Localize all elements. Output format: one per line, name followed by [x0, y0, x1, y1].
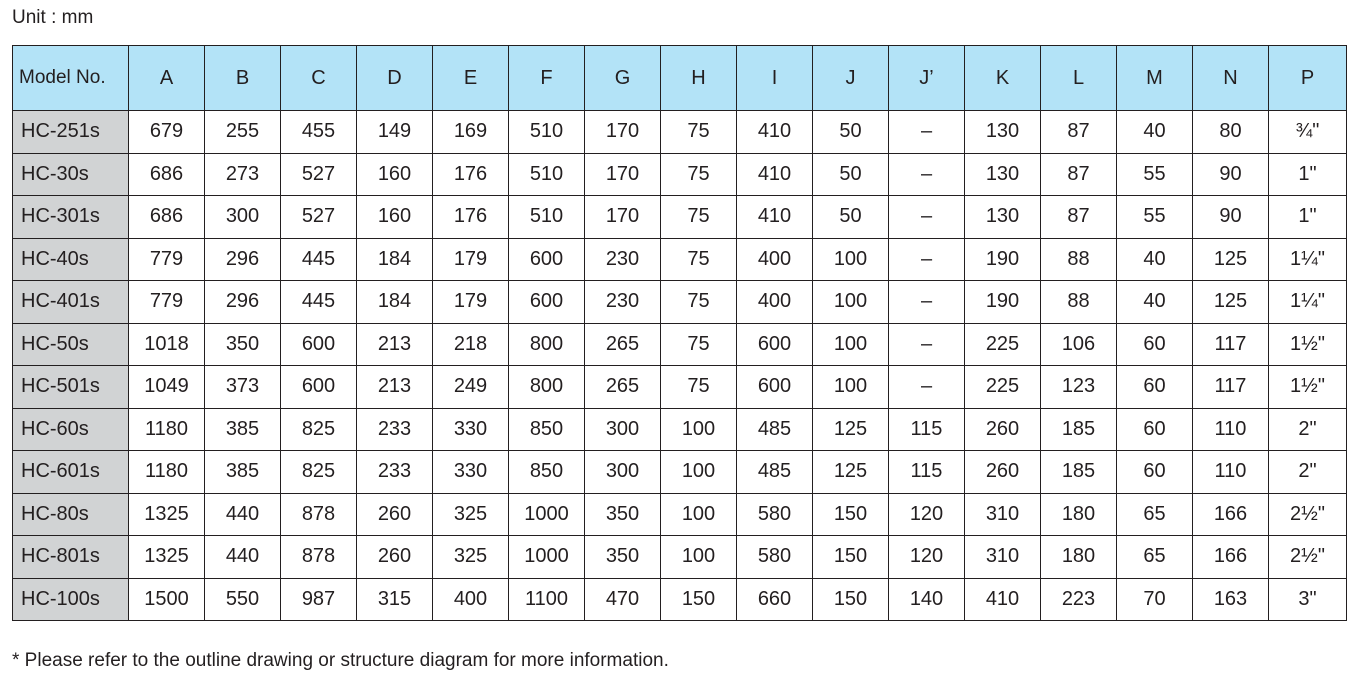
value-cell: 260 — [357, 536, 433, 579]
value-cell: 184 — [357, 281, 433, 324]
table-row — [13, 366, 1347, 409]
value-cell: 100 — [813, 238, 889, 281]
value-cell: 310 — [965, 493, 1041, 536]
value-cell: 1000 — [509, 536, 585, 579]
header-col-2: B — [205, 46, 281, 111]
value-cell: 310 — [965, 536, 1041, 579]
value-cell: 600 — [737, 323, 813, 366]
value-cell: 1000 — [509, 493, 585, 536]
value-cell: 65 — [1117, 536, 1193, 579]
value-cell: 330 — [433, 408, 509, 451]
value-cell: 70 — [1117, 578, 1193, 621]
value-cell: 160 — [357, 153, 433, 196]
value-cell: 2½" — [1269, 493, 1347, 536]
value-cell: 455 — [281, 111, 357, 154]
value-cell: 600 — [509, 281, 585, 324]
value-cell: 115 — [889, 408, 965, 451]
value-cell: 350 — [585, 536, 661, 579]
header-col-8: H — [661, 46, 737, 111]
value-cell: 2½" — [1269, 536, 1347, 579]
value-cell: 100 — [813, 281, 889, 324]
value-cell: 190 — [965, 238, 1041, 281]
value-cell: 325 — [433, 493, 509, 536]
value-cell: 60 — [1117, 323, 1193, 366]
value-cell: 120 — [889, 493, 965, 536]
value-cell: 260 — [965, 451, 1041, 494]
value-cell: 273 — [205, 153, 281, 196]
value-cell: 160 — [357, 196, 433, 239]
value-cell: 150 — [661, 578, 737, 621]
value-cell: 100 — [661, 408, 737, 451]
value-cell: 1049 — [129, 366, 205, 409]
footnote: * Please refer to the outline drawing or structure diagram for more information. — [12, 650, 669, 671]
header-col-12: K — [965, 46, 1041, 111]
value-cell: 110 — [1193, 408, 1269, 451]
value-cell: 260 — [965, 408, 1041, 451]
value-cell: 170 — [585, 196, 661, 239]
value-cell: – — [889, 281, 965, 324]
value-cell: 350 — [585, 493, 661, 536]
value-cell: 100 — [813, 323, 889, 366]
value-cell: 223 — [1041, 578, 1117, 621]
value-cell: 55 — [1117, 153, 1193, 196]
value-cell: 410 — [737, 153, 813, 196]
value-cell: – — [889, 153, 965, 196]
value-cell: 117 — [1193, 323, 1269, 366]
value-cell: 233 — [357, 408, 433, 451]
value-cell: 100 — [661, 536, 737, 579]
value-cell: 600 — [509, 238, 585, 281]
value-cell: 180 — [1041, 536, 1117, 579]
value-cell: 225 — [965, 366, 1041, 409]
value-cell: 1" — [1269, 153, 1347, 196]
value-cell: 179 — [433, 281, 509, 324]
value-cell: 1" — [1269, 196, 1347, 239]
value-cell: 600 — [281, 366, 357, 409]
value-cell: 150 — [813, 536, 889, 579]
value-cell: – — [889, 111, 965, 154]
value-cell: 600 — [281, 323, 357, 366]
value-cell: – — [889, 366, 965, 409]
value-cell: 385 — [205, 408, 281, 451]
value-cell: 686 — [129, 196, 205, 239]
value-cell: 75 — [661, 366, 737, 409]
value-cell: 184 — [357, 238, 433, 281]
value-cell: 440 — [205, 536, 281, 579]
value-cell: 1500 — [129, 578, 205, 621]
table-row — [13, 578, 1347, 621]
value-cell: 50 — [813, 153, 889, 196]
value-cell: 779 — [129, 238, 205, 281]
value-cell: 125 — [1193, 281, 1269, 324]
value-cell: 249 — [433, 366, 509, 409]
value-cell: 60 — [1117, 408, 1193, 451]
value-cell: 55 — [1117, 196, 1193, 239]
model-cell: HC-251s — [13, 111, 129, 154]
header-col-6: F — [509, 46, 585, 111]
value-cell: 1100 — [509, 578, 585, 621]
header-col-9: I — [737, 46, 813, 111]
table-row — [13, 323, 1347, 366]
value-cell: 1½" — [1269, 323, 1347, 366]
value-cell: 185 — [1041, 451, 1117, 494]
model-cell: HC-501s — [13, 366, 129, 409]
value-cell: 445 — [281, 238, 357, 281]
table-row — [13, 493, 1347, 536]
value-cell: 75 — [661, 196, 737, 239]
value-cell: 580 — [737, 536, 813, 579]
value-cell: 2" — [1269, 451, 1347, 494]
value-cell: 2" — [1269, 408, 1347, 451]
value-cell: 230 — [585, 281, 661, 324]
value-cell: 350 — [205, 323, 281, 366]
value-cell: 185 — [1041, 408, 1117, 451]
model-cell: HC-50s — [13, 323, 129, 366]
value-cell: 385 — [205, 451, 281, 494]
model-cell: HC-100s — [13, 578, 129, 621]
value-cell: 400 — [433, 578, 509, 621]
value-cell: 550 — [205, 578, 281, 621]
value-cell: 440 — [205, 493, 281, 536]
value-cell: 1325 — [129, 536, 205, 579]
value-cell: 3" — [1269, 578, 1347, 621]
value-cell: 106 — [1041, 323, 1117, 366]
value-cell: 580 — [737, 493, 813, 536]
value-cell: 213 — [357, 323, 433, 366]
value-cell: 878 — [281, 536, 357, 579]
value-cell: 50 — [813, 111, 889, 154]
value-cell: 166 — [1193, 536, 1269, 579]
value-cell: 180 — [1041, 493, 1117, 536]
header-col-7: G — [585, 46, 661, 111]
value-cell: 87 — [1041, 111, 1117, 154]
table-row — [13, 536, 1347, 579]
value-cell: 75 — [661, 281, 737, 324]
header-col-10: J — [813, 46, 889, 111]
table-row — [13, 238, 1347, 281]
value-cell: 100 — [661, 493, 737, 536]
value-cell: 100 — [661, 451, 737, 494]
value-cell: 123 — [1041, 366, 1117, 409]
value-cell: 90 — [1193, 196, 1269, 239]
value-cell: 170 — [585, 153, 661, 196]
value-cell: 50 — [813, 196, 889, 239]
value-cell: 75 — [661, 153, 737, 196]
model-cell: HC-40s — [13, 238, 129, 281]
value-cell: 315 — [357, 578, 433, 621]
header-col-14: M — [1117, 46, 1193, 111]
value-cell: 125 — [813, 408, 889, 451]
value-cell: 170 — [585, 111, 661, 154]
value-cell: 510 — [509, 153, 585, 196]
value-cell: 60 — [1117, 366, 1193, 409]
value-cell: 130 — [965, 111, 1041, 154]
value-cell: 510 — [509, 111, 585, 154]
value-cell: 130 — [965, 196, 1041, 239]
value-cell: 40 — [1117, 281, 1193, 324]
header-col-1: A — [129, 46, 205, 111]
value-cell: 75 — [661, 111, 737, 154]
header-row — [13, 46, 1347, 111]
unit-label: Unit : mm — [12, 7, 94, 28]
value-cell: 850 — [509, 451, 585, 494]
value-cell: 190 — [965, 281, 1041, 324]
value-cell: 987 — [281, 578, 357, 621]
value-cell: 149 — [357, 111, 433, 154]
value-cell: 65 — [1117, 493, 1193, 536]
value-cell: 1018 — [129, 323, 205, 366]
value-cell: 296 — [205, 281, 281, 324]
value-cell: 470 — [585, 578, 661, 621]
value-cell: 40 — [1117, 238, 1193, 281]
spec-table — [12, 45, 1347, 621]
value-cell: 87 — [1041, 153, 1117, 196]
value-cell: 800 — [509, 366, 585, 409]
value-cell: 300 — [205, 196, 281, 239]
value-cell: 878 — [281, 493, 357, 536]
value-cell: 75 — [661, 238, 737, 281]
value-cell: 1¼" — [1269, 238, 1347, 281]
value-cell: 850 — [509, 408, 585, 451]
value-cell: 660 — [737, 578, 813, 621]
value-cell: 80 — [1193, 111, 1269, 154]
value-cell: 600 — [737, 366, 813, 409]
value-cell: – — [889, 238, 965, 281]
table-row — [13, 111, 1347, 154]
model-cell: HC-301s — [13, 196, 129, 239]
model-cell: HC-401s — [13, 281, 129, 324]
value-cell: 117 — [1193, 366, 1269, 409]
value-cell: 88 — [1041, 281, 1117, 324]
value-cell: 800 — [509, 323, 585, 366]
value-cell: 400 — [737, 281, 813, 324]
table-body — [13, 111, 1347, 621]
value-cell: 150 — [813, 493, 889, 536]
value-cell: 88 — [1041, 238, 1117, 281]
value-cell: 410 — [737, 196, 813, 239]
value-cell: 163 — [1193, 578, 1269, 621]
value-cell: 825 — [281, 408, 357, 451]
table-row — [13, 451, 1347, 494]
value-cell: 213 — [357, 366, 433, 409]
value-cell: 260 — [357, 493, 433, 536]
value-cell: 40 — [1117, 111, 1193, 154]
value-cell: 1325 — [129, 493, 205, 536]
value-cell: 485 — [737, 408, 813, 451]
value-cell: 169 — [433, 111, 509, 154]
value-cell: 779 — [129, 281, 205, 324]
model-cell: HC-601s — [13, 451, 129, 494]
value-cell: 300 — [585, 408, 661, 451]
header-col-16: P — [1269, 46, 1347, 111]
value-cell: 176 — [433, 196, 509, 239]
header-model-no: Model No. — [13, 46, 129, 111]
value-cell: 1180 — [129, 451, 205, 494]
value-cell: 265 — [585, 366, 661, 409]
header-col-5: E — [433, 46, 509, 111]
model-cell: HC-30s — [13, 153, 129, 196]
header-col-11: J’ — [889, 46, 965, 111]
value-cell: 1180 — [129, 408, 205, 451]
value-cell: 120 — [889, 536, 965, 579]
value-cell: 400 — [737, 238, 813, 281]
value-cell: 686 — [129, 153, 205, 196]
value-cell: 527 — [281, 196, 357, 239]
value-cell: 115 — [889, 451, 965, 494]
value-cell: 330 — [433, 451, 509, 494]
value-cell: 1¼" — [1269, 281, 1347, 324]
value-cell: 60 — [1117, 451, 1193, 494]
model-cell: HC-801s — [13, 536, 129, 579]
model-cell: HC-60s — [13, 408, 129, 451]
value-cell: ¾" — [1269, 111, 1347, 154]
value-cell: 110 — [1193, 451, 1269, 494]
value-cell: 140 — [889, 578, 965, 621]
value-cell: 296 — [205, 238, 281, 281]
header-col-15: N — [1193, 46, 1269, 111]
value-cell: 90 — [1193, 153, 1269, 196]
value-cell: 510 — [509, 196, 585, 239]
value-cell: 87 — [1041, 196, 1117, 239]
header-col-13: L — [1041, 46, 1117, 111]
value-cell: 230 — [585, 238, 661, 281]
value-cell: 255 — [205, 111, 281, 154]
header-col-4: D — [357, 46, 433, 111]
value-cell: 233 — [357, 451, 433, 494]
value-cell: 150 — [813, 578, 889, 621]
table-row — [13, 408, 1347, 451]
table-row — [13, 196, 1347, 239]
value-cell: – — [889, 323, 965, 366]
value-cell: 410 — [965, 578, 1041, 621]
value-cell: 100 — [813, 366, 889, 409]
table-row — [13, 153, 1347, 196]
model-cell: HC-80s — [13, 493, 129, 536]
value-cell: 265 — [585, 323, 661, 366]
value-cell: 130 — [965, 153, 1041, 196]
header-col-3: C — [281, 46, 357, 111]
value-cell: 410 — [737, 111, 813, 154]
value-cell: – — [889, 196, 965, 239]
value-cell: 485 — [737, 451, 813, 494]
value-cell: 218 — [433, 323, 509, 366]
table-row — [13, 281, 1347, 324]
value-cell: 1½" — [1269, 366, 1347, 409]
value-cell: 125 — [1193, 238, 1269, 281]
value-cell: 825 — [281, 451, 357, 494]
value-cell: 373 — [205, 366, 281, 409]
value-cell: 75 — [661, 323, 737, 366]
value-cell: 445 — [281, 281, 357, 324]
table-header — [13, 46, 1347, 111]
value-cell: 325 — [433, 536, 509, 579]
value-cell: 679 — [129, 111, 205, 154]
value-cell: 176 — [433, 153, 509, 196]
value-cell: 300 — [585, 451, 661, 494]
value-cell: 125 — [813, 451, 889, 494]
value-cell: 527 — [281, 153, 357, 196]
value-cell: 225 — [965, 323, 1041, 366]
value-cell: 179 — [433, 238, 509, 281]
value-cell: 166 — [1193, 493, 1269, 536]
